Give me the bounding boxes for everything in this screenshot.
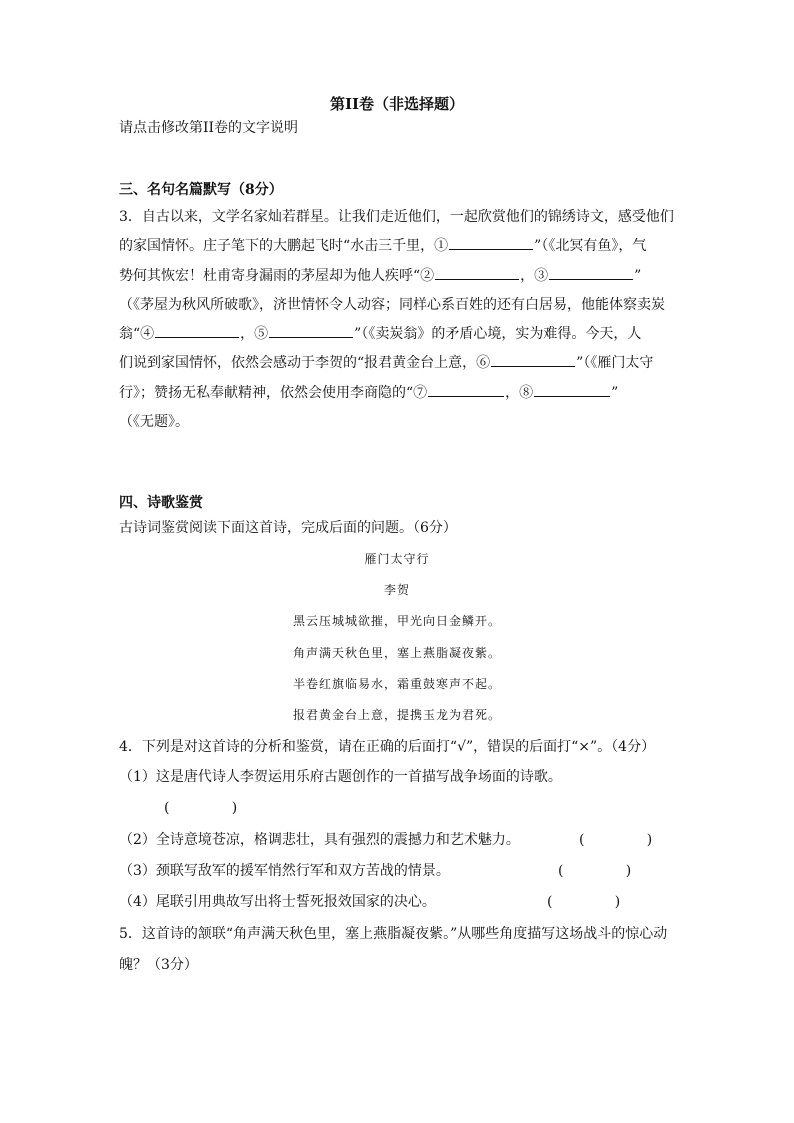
poem-line: 黑云压城城欲摧，甲光向日金鳞开。 [292,614,501,628]
question3-paragraph [119,203,674,437]
q3-line-8: （《无题》。 [119,414,189,431]
poem-line: 半卷红旗临易水，霜重鼓寒声不起。 [292,677,501,691]
part-note[interactable]: 请点击修改第II卷的文字说明 [119,120,299,136]
blank-3[interactable] [549,265,633,280]
poem-line: 报君黄金台上意，提携玉龙为君死。 [292,708,501,722]
poem-author: 李贺 [383,583,410,597]
question4-item-2: （2）全诗意境苍凉，格调悲壮，具有强烈的震撼力和艺术魅力。 [119,832,520,848]
blank-4[interactable] [155,323,239,338]
part-title: 第II卷（非选择题） [329,95,465,113]
blank-1[interactable] [449,235,533,250]
answer-parentheses-3[interactable]: ( ) [558,863,632,879]
answer-parentheses-2[interactable]: ( ) [579,832,653,848]
blank-2[interactable] [435,265,519,280]
question4-item-3: （3）颈联写敌军的援军悄然行军和双方苦战的情景。 [119,863,450,879]
q3-line-5: 翁“④ ，⑤ ”（《卖炭翁》的矛盾心境，实为难得。今天，人 [119,320,671,349]
q3-line-1: 3．自古以来，文学名家灿若群星。让我们走近他们，一起欣赏他们的锦绣诗文，感受他们 [119,209,674,225]
question4-item-1: （1）这是唐代诗人李贺运用乐府古题创作的一首描写战争场面的诗歌。 [119,769,562,785]
section3-heading: 三、名句名篇默写（8分） [119,182,283,198]
q3-line-7: 行》；赞扬无私奉献精神，依然会使用李商隐的“⑦ ，⑧ ” [119,379,671,408]
q3-line-6: 们说到家国情怀，依然会感动于李贺的“报君黄金台上意，⑥ ”（《雁门太守 [119,349,671,378]
poem-line: 角声满天秋色里，塞上燕脂凝夜紫。 [292,646,501,660]
blank-7[interactable] [428,382,504,397]
blank-6[interactable] [491,352,575,367]
section4-heading: 四、诗歌鉴赏 [119,495,203,511]
q3-line-2: 的家国情怀。庄子笔下的大鹏起飞时“水击三千里，① ”（《北冥有鱼》，气 [119,232,671,261]
blank-8[interactable] [534,382,610,397]
question4-item-4: （4）尾联引用典故写出将士誓死报效国家的决心。 [119,894,436,910]
answer-parentheses-4[interactable]: ( ) [547,894,621,910]
poem-title: 雁门太守行 [364,552,430,566]
question5-line-1: 5．这首诗的颔联“角声满天秋色里，塞上燕脂凝夜紫。”从哪些角度描写这场战斗的惊心动 [119,926,668,942]
answer-parentheses-1[interactable]: ( ) [164,800,238,816]
q3-line-4: （《茅屋为秋风所破歌》，济世情怀令人动容；同样心系百姓的还有白居易，他能体察卖炭 [119,296,665,313]
section4-intro: 古诗词鉴赏阅读下面这首诗，完成后面的问题。（6分） [119,520,457,536]
q3-line-3: 势何其恢宏！杜甫寄身漏雨的茅屋却为他人疾呼“② ，③ ” [119,262,671,291]
question4-stem: 4．下列是对这首诗的分析和鉴赏，请在正确的后面打“√”，错误的后面打“×”。（4分） [119,739,656,755]
blank-5[interactable] [269,323,353,338]
question5-line-2: 魄？（3分） [119,957,198,973]
